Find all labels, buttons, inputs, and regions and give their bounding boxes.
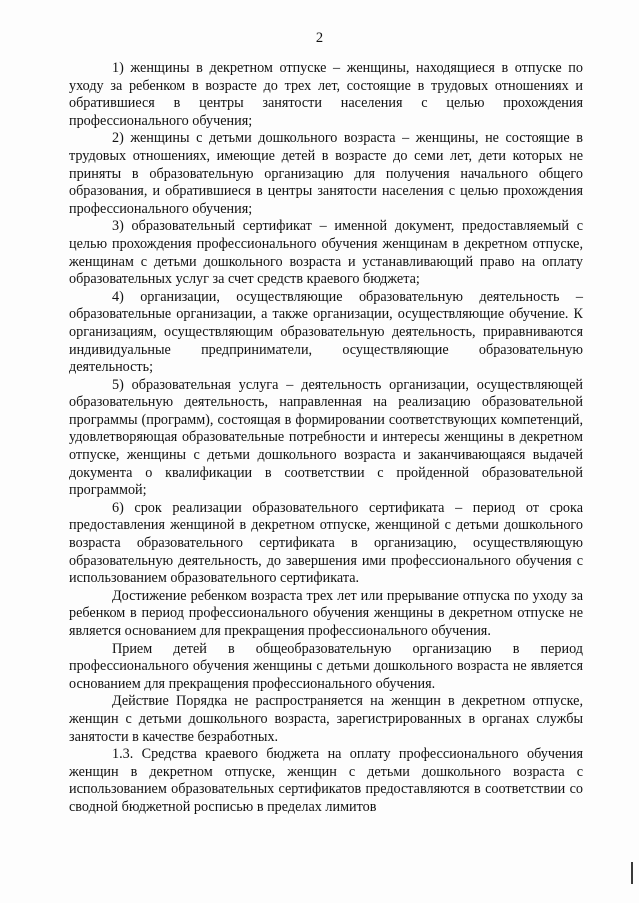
page-number: 2: [315, 30, 324, 46]
paragraph-school-admission: Прием детей в общеобразовательную организацию в период профессионального обучения женщины с детьми дошкольного возраста не является основанием для прекращения профессионального обучения.: [69, 640, 583, 692]
paragraph-scope-exclusion: Действие Порядка не распространяется на женщин в декретном отпуске, женщин с детьми дошкольного возраста, зарегистрированных в органах службы занятости в качестве безработных.: [69, 693, 583, 745]
paragraph-definition-2: 2) женщины с детьми дошкольного возраста – женщины, не состоящие в трудовых отношениях, имеющие детей в возрасте до семи лет, дети которых не приняты в образовательную организацию для получения начального общего образования, и обратившиеся в центры занятости населения с целью прохождения профессионального обучения;: [69, 130, 583, 217]
paragraph-section-1-3: 1.3. Средства краевого бюджета на оплату профессионального обучения женщин в декретном отпуске, женщин с детьми дошкольного возраста с использованием образовательных сертификатов предоставляются в соответствии со сводной бюджетной росписью в пределах лимитов: [69, 746, 583, 815]
paragraph-definition-5: 5) образовательная услуга – деятельность организации, осуществляющей образовательную деятельность, направленная на реализацию образовательной программы (программ), состоящая в формировании соответствующих компетенций, удовлетворяющая образовательные потребности и интересы женщины в декретном отпуске, женщины с детьми дошкольного возраста и заканчивающаяся выдачей документа о квалификации в соответствии с пройденной образовательной программой;: [69, 376, 583, 499]
paragraph-definition-6: 6) срок реализации образовательного сертификата – период от срока предоставления женщиной в декретном отпуске, женщиной с детьми дошкольного возраста образовательного сертификата в организацию, осуществляющую образовательную деятельность, до завершения ими профессионального обучения с использованием образовательного сертификата.: [69, 499, 583, 587]
paragraph-definition-1: 1) женщины в декретном отпуске – женщины, находящиеся в отпуске по уходу за ребенком в возрасте до трех лет, состоящие в трудовых отношениях и обратившиеся в центры занятости населения с целью прохождения профессионального обучения;: [69, 60, 583, 129]
scan-edge-mark: [631, 862, 633, 884]
paragraph-child-age: Достижение ребенком возраста трех лет или прерывание отпуска по уходу за ребенком в период профессионального обучения женщины в декретном отпуске не является основанием для прекращения профессионального обучения.: [69, 587, 583, 639]
document-body: [69, 60, 583, 817]
paragraph-definition-4: 4) организации, осуществляющие образовательную деятельность – образовательные организации, а также организации, осуществляющие обучение. К организациям, осуществляющим образовательную деятельность, приравниваются индивидуальные предприниматели, осуществляющие образовательную деятельность;: [69, 288, 583, 376]
paragraph-definition-3: 3) образовательный сертификат – именной документ, предоставляемый с целью прохождения профессионального обучения женщинам в декретном отпуске, женщинам с детьми дошкольного возраста и устанавливающий право на оплату образовательных услуг за счет средств краевого бюджета;: [69, 218, 583, 288]
